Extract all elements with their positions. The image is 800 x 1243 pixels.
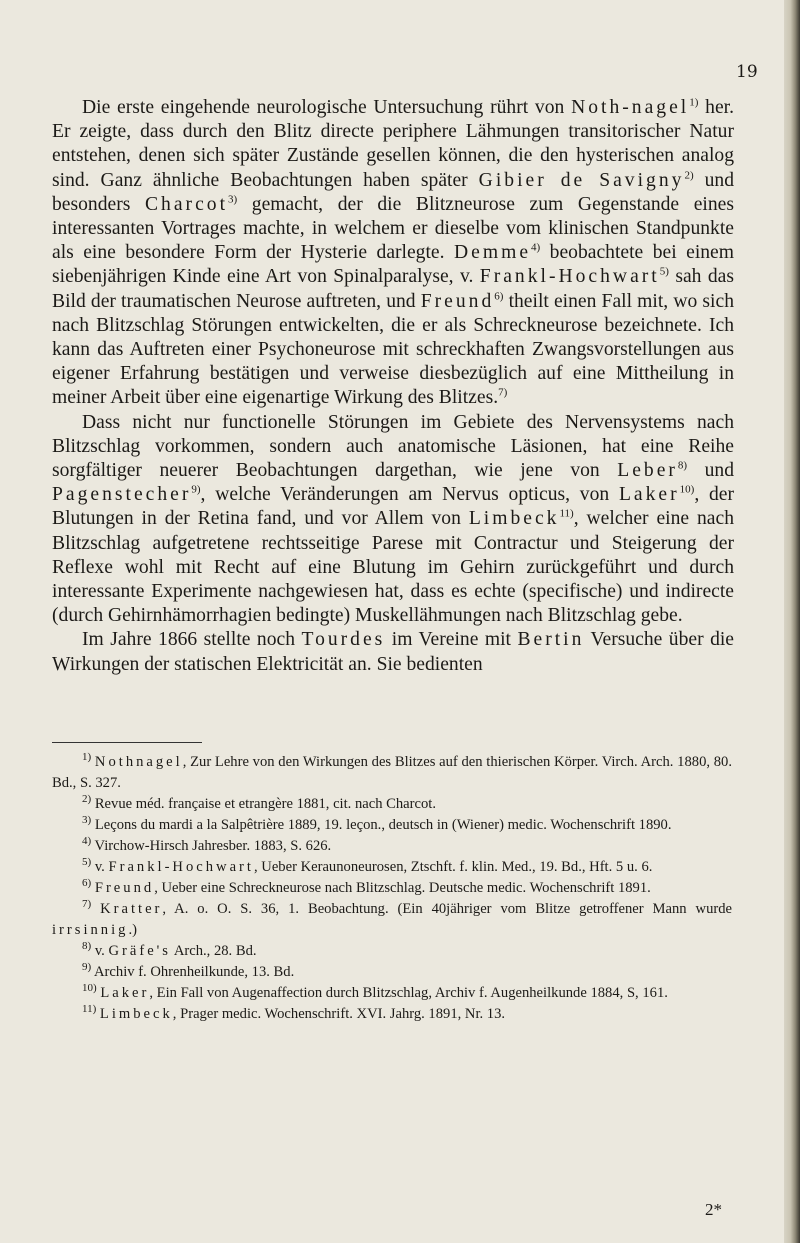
author-name: Freund [420,290,495,312]
footnote-reference: 8) [82,940,92,953]
text-run: , Ueber eine Schreckneurose nach Blitzschlag. Deutsche medic. Wochenschrift 1891. [154,880,651,896]
paragraph [52,411,734,629]
footnote [52,899,732,941]
text-run: , welcher eine nach Blitzschlag aufgetretene rechtsseitige Parese mit Contractur und Steigerung der Reflexe wohl mit Recht auf eine Blutung im Gehirn zurückgeführt und durch interessante Experimente nachgewiesen hat, dass es echte (specifische) und indirecte (durch Gehirnhämorrhagien bedingte) Muskellähmungen nach Blitzschlag gebe. [52,508,734,627]
footnote-reference: 7) [498,386,508,399]
author-name: Freund [94,880,155,896]
text-run: .) [128,922,137,938]
paragraph [52,628,734,676]
text-run: , der Blutungen in der Retina fand, und vor Allem von [52,484,734,530]
footnote-rule [52,742,202,743]
footnote-reference: 1) [82,751,92,764]
text-run: v. [91,943,109,959]
footnote-reference: 1) [689,96,699,109]
paragraph [52,96,734,411]
footnote-reference: 3) [228,193,238,206]
text-run: , Zur Lehre von den Wirkungen des Blitzes auf den thierischen Körper. Virch. Arch. 1880, 80. Bd., S. 327. [52,754,732,791]
text-run: , A. o. O. S. 36, 1. Beobachtung. (Ein 40jähriger vom Blitze getroffener Mann wurde [162,901,732,917]
footnote-reference: 9) [82,961,92,974]
footnote [52,857,732,878]
footnote-reference: 4) [82,835,92,848]
footnote-reference: 11) [82,1003,97,1016]
author-name: Kratter [100,901,163,917]
author-name: Laker [100,985,150,1001]
footnote [52,836,732,857]
author-name: Bertin [517,629,585,651]
signature-mark: 2* [705,1200,722,1219]
text-run: , Prager medic. Wochenschrift. XVI. Jahrg. 1891, Nr. 13. [172,1006,506,1022]
author-name: Nothnagel [94,754,183,770]
footnote-reference: 10) [679,483,695,496]
text-run: sah das Bild der traumatischen Neurose auftreten, und [52,266,734,312]
author-name: Laker [618,484,680,506]
text-run: , welche Veränderungen am Nervus opticus, von [200,484,619,506]
text-run: Archiv f. Ohrenheilkunde, 13. Bd. [91,964,295,980]
text-run [91,901,100,917]
body-text [52,96,734,677]
text-run: her. Er zeigte, dass durch den Blitz directe periphere Lähmungen transitorischer Natur entstehen, denen sich später Zustände gesellen können, die den hysterischen analog sind. Ganz ähnliche Beobachtungen haben später [52,97,734,191]
text-run: und [687,460,734,482]
author-name: Pagenstecher [52,484,192,506]
page-number: 19 [736,62,758,82]
text-run: , Ein Fall von Augenaffection durch Blitzschlag, Archiv f. Augenheilkunde 1884, S, 161. [149,985,668,1001]
footnote-reference: 2) [82,793,92,806]
footnote [52,794,732,815]
text-run: und besonders [52,169,734,215]
footnote-reference: 11) [559,507,574,520]
page-edge [784,0,800,1243]
footnote-reference: 4) [531,241,541,254]
footnote-reference: 7) [82,898,92,911]
author-name: Tourdes [301,629,386,651]
footnote [52,962,732,983]
author-name: Frankl-Hochwart [479,266,660,288]
text-run: theilt einen Fall mit, wo sich nach Blitzschlag Störungen entwickelten, die er als Schreckneurose bezeichnete. Ich kann das Auftreten einer Psychoneurose mit schreckhaften Zwangsvorstellungen aus eigener Erfahrung bestätigen und verweise diesbezüglich auf eine Mittheilung in meiner Arbeit über eine eigenartige Wirkung des Blitzes. [52,290,734,409]
text-run: Virchow-Hirsch Jahresber. 1883, S. 626. [91,838,332,854]
text-run: beobachtete bei einem siebenjährigen Kinde eine Art von Spinalparalyse, v. [52,242,734,288]
text-run: v. [91,859,109,875]
footnote-reference: 10) [82,982,97,995]
author-name: Leber [617,460,678,482]
text-run: gemacht, der die Blitzneurose zum Gegenstande eines interessanten Vortrages machte, in welchem er dieselbe vom klinischen Standpunkte als eine besondere Form der Hysterie darlegte. [52,193,734,264]
footnotes [52,752,732,1025]
footnote [52,941,732,962]
text-run: Arch., 28. Bd. [171,943,257,959]
author-name: Gibier de Savigny [478,169,685,191]
text-run: Dass nicht nur functionelle Störungen im Gebiete des Nervensystems nach Blitzschlag vorkommen, sondern auch anatomische Läsionen, hat eine Reihe sorgfältiger neuerer Beobachtungen dargethan, wie jene von [52,411,734,482]
text-run: , Ueber Keraunoneurosen, Ztschft. f. klin. Med., 19. Bd., Hft. 5 u. 6. [253,859,653,875]
author-name: irrsinnig [52,922,129,938]
footnote [52,1004,732,1025]
footnote-reference: 8) [677,459,688,472]
author-name: Noth-nagel [571,97,690,118]
text-run: Versuche über die Wirkungen der statischen Elektricität an. Sie bedienten [52,629,735,675]
footnote [52,815,732,836]
footnote-reference: 5) [659,265,669,278]
text-run: Im Jahre 1866 stellte noch [82,629,302,651]
footnote-reference: 9) [191,483,201,496]
text-run: Die erste eingehende neurologische Untersuchung rührt von [82,97,572,118]
text-run: Revue méd. française et etrangère 1881, cit. nach Charcot. [91,796,436,812]
footnote [52,983,732,1004]
author-name: Frankl-Hochwart [108,859,254,875]
footnote-reference: 6) [494,290,504,303]
author-name: Demme [454,242,532,264]
text-run: im Vereine mit [385,629,518,651]
text-run: Leçons du mardi a la Salpêtrière 1889, 19. leçon., deutsch in (Wiener) medic. Wochenschrift 1890. [91,817,672,833]
footnote-reference: 6) [82,877,92,890]
footnote [52,878,732,899]
author-name: Gräfe's [108,943,171,959]
footnote [52,752,732,794]
footnote-reference: 2) [684,169,694,182]
footnote-reference: 5) [82,856,92,869]
author-name: Limbeck [99,1006,173,1022]
author-name: Charcot [144,193,229,215]
footnote-reference: 3) [82,814,92,827]
author-name: Limbeck [468,508,560,530]
